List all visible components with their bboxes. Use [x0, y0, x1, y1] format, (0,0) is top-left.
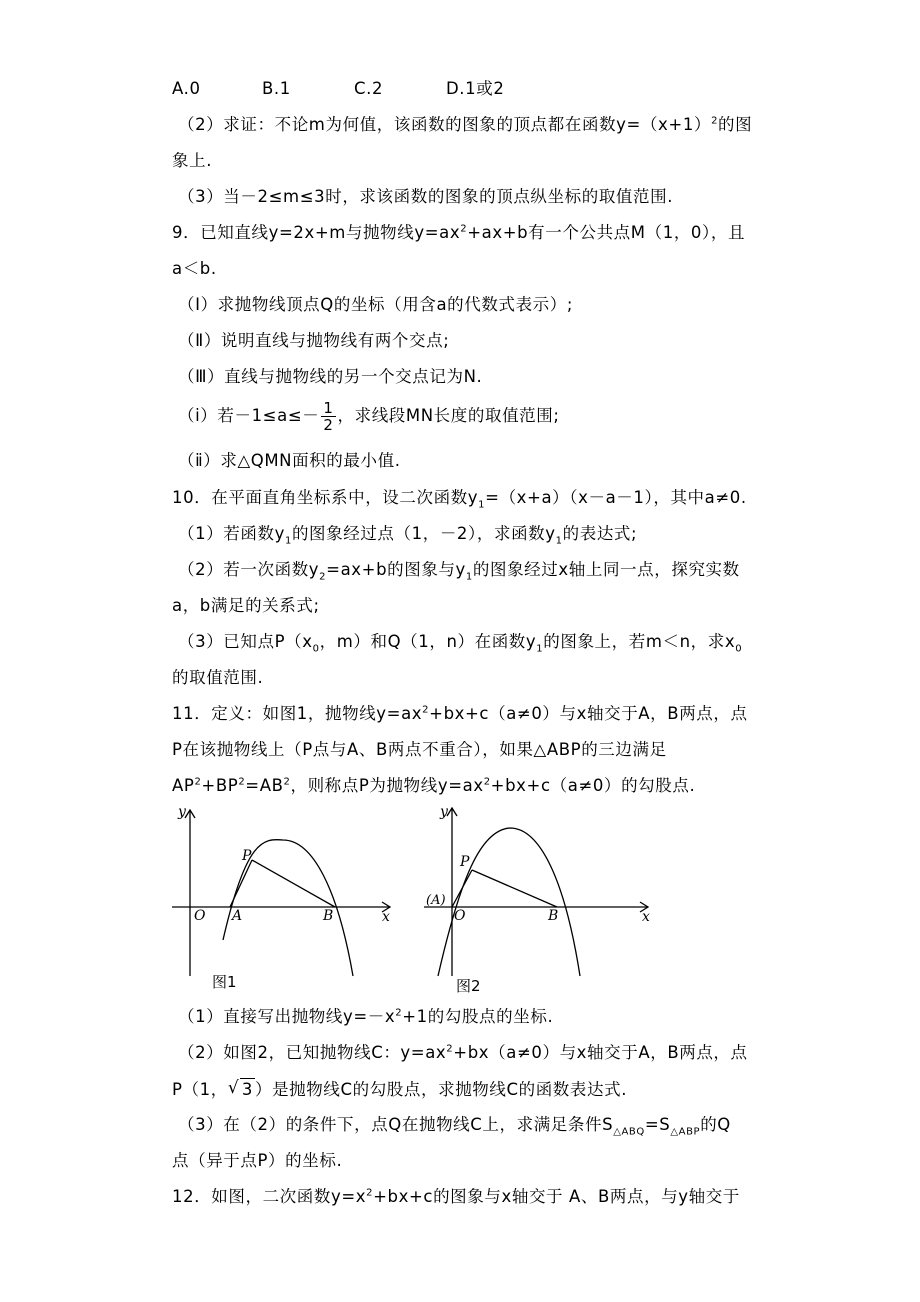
figure-1 [168, 800, 408, 1000]
q10-part2: （2）若一次函数$y_2=ax+b$的图象与$y_1$的图象经过x轴上同一点，探究实数 [178, 560, 740, 583]
q8-options [172, 78, 504, 100]
q10-part1: （1）若函数$y_1$的图象经过点（1，－2），求函数$y_1$的表达式; [178, 524, 638, 547]
caption-fig2: 图2 [456, 977, 481, 995]
q11-part3-cont: 点（异于点P）的坐标. [172, 1151, 343, 1170]
option-b: B.1 [262, 79, 291, 98]
figure-2 [420, 800, 660, 1000]
q8-part2: （2）求证：不论m为何值，该函数的图象的顶点都在函数$y=(x+1)^2$的图 [178, 115, 753, 134]
segment-ap [230, 860, 252, 907]
q10-part2-cont: a，b满足的关系式; [172, 596, 320, 615]
q11-part3: （3）在（2）的条件下，点Q在抛物线C上，求满足条件$S_{\triangle ABQ}=S_{\triangle ABP}$的Q [178, 1115, 731, 1138]
label-b: B [323, 908, 334, 924]
label-x: x [642, 909, 650, 925]
q10-part3: （3）已知点$P(x_0$，m）和Q（1，n）在函数$y_1$的图象上，若m＜n，求$x_0$ [178, 632, 743, 655]
caption-fig1: 图1 [212, 973, 237, 991]
label-o: O [194, 908, 206, 924]
label-p: P [460, 854, 470, 870]
q11-part1: （1）直接写出抛物线$y=-x^2+1$的勾股点的坐标. [178, 1007, 554, 1026]
q9-part3-i: （ⅰ）若－1≤a≤－ $\frac{1}{2}$ ，求线段MN长度的取值范围; [178, 399, 560, 434]
label-p: P [242, 848, 252, 864]
option-d: D.1或2 [446, 79, 505, 98]
segment-ap [452, 870, 472, 907]
q8-part3: （3）当－2≤m≤3时，求该函数的图象的顶点纵坐标的取值范围. [178, 187, 674, 206]
label-a: (A) [426, 893, 446, 908]
segment-pb [472, 870, 557, 907]
q11-stem-cont2: $AP^2+BP^2=AB^2$，则称点P为抛物线$y=ax^2+bx+c(a\ne 0)$的勾股点. [172, 776, 696, 795]
fraction: $\frac{1}{2}$ [323, 399, 334, 434]
q11-stem: 11．定义：如图1，抛物线$y=ax^2+bx+c(a\ne 0)$与x轴交于A，B两点，点 [172, 704, 748, 723]
q9-part2: （Ⅱ）说明直线与抛物线有两个交点; [178, 331, 450, 350]
option-a: A.0 [172, 79, 201, 98]
label-y: y [178, 804, 186, 820]
q11-part2-cont: P（1， √ 3 ）是抛物线C的勾股点，求抛物线C的函数表达式. [172, 1078, 628, 1099]
q9-part3-ii: （ⅱ）求△QMN面积的最小值. [178, 451, 401, 470]
label-x: x [382, 909, 390, 925]
label-b: B [548, 908, 559, 924]
parabola [438, 828, 580, 976]
sqrt: √ 3 [227, 1078, 253, 1099]
q11-part2: （2）如图2，已知抛物线C：$y=ax^2+bx(a\ne 0)$与x轴交于A，B两点，点 [178, 1043, 748, 1062]
q11-stem-cont: P在该抛物线上（P点与A、B两点不重合），如果△ABP的三边满足 [172, 740, 667, 759]
option-c: C.2 [354, 79, 384, 98]
q9-part3: （Ⅲ）直线与抛物线的另一个交点记为N. [178, 367, 483, 386]
label-o: O [454, 908, 466, 924]
q9-stem-cont: a＜b. [172, 259, 217, 278]
q10-stem: 10．在平面直角坐标系中，设二次函数$y_1=(x+a)(x-a-1)$，其中a≠0. [172, 488, 747, 511]
q10-part3-cont: 的取值范围. [172, 668, 264, 687]
q9-part1: （Ⅰ）求抛物线顶点Q的坐标（用含a的代数式表示）; [178, 295, 574, 314]
label-y: y [440, 804, 448, 820]
label-a: A [232, 908, 243, 924]
q9-stem: 9．已知直线y=2x+m与抛物线$y=ax^2+ax+b$有一个公共点M（1，0），且 [172, 223, 746, 242]
segment-pb [252, 860, 335, 907]
q12-stem: 12．如图，二次函数$y=x^2+bx+c$的图象与x轴交于 A、B两点，与y轴交于 [172, 1187, 740, 1206]
q8-part2-cont: 象上. [172, 151, 213, 170]
